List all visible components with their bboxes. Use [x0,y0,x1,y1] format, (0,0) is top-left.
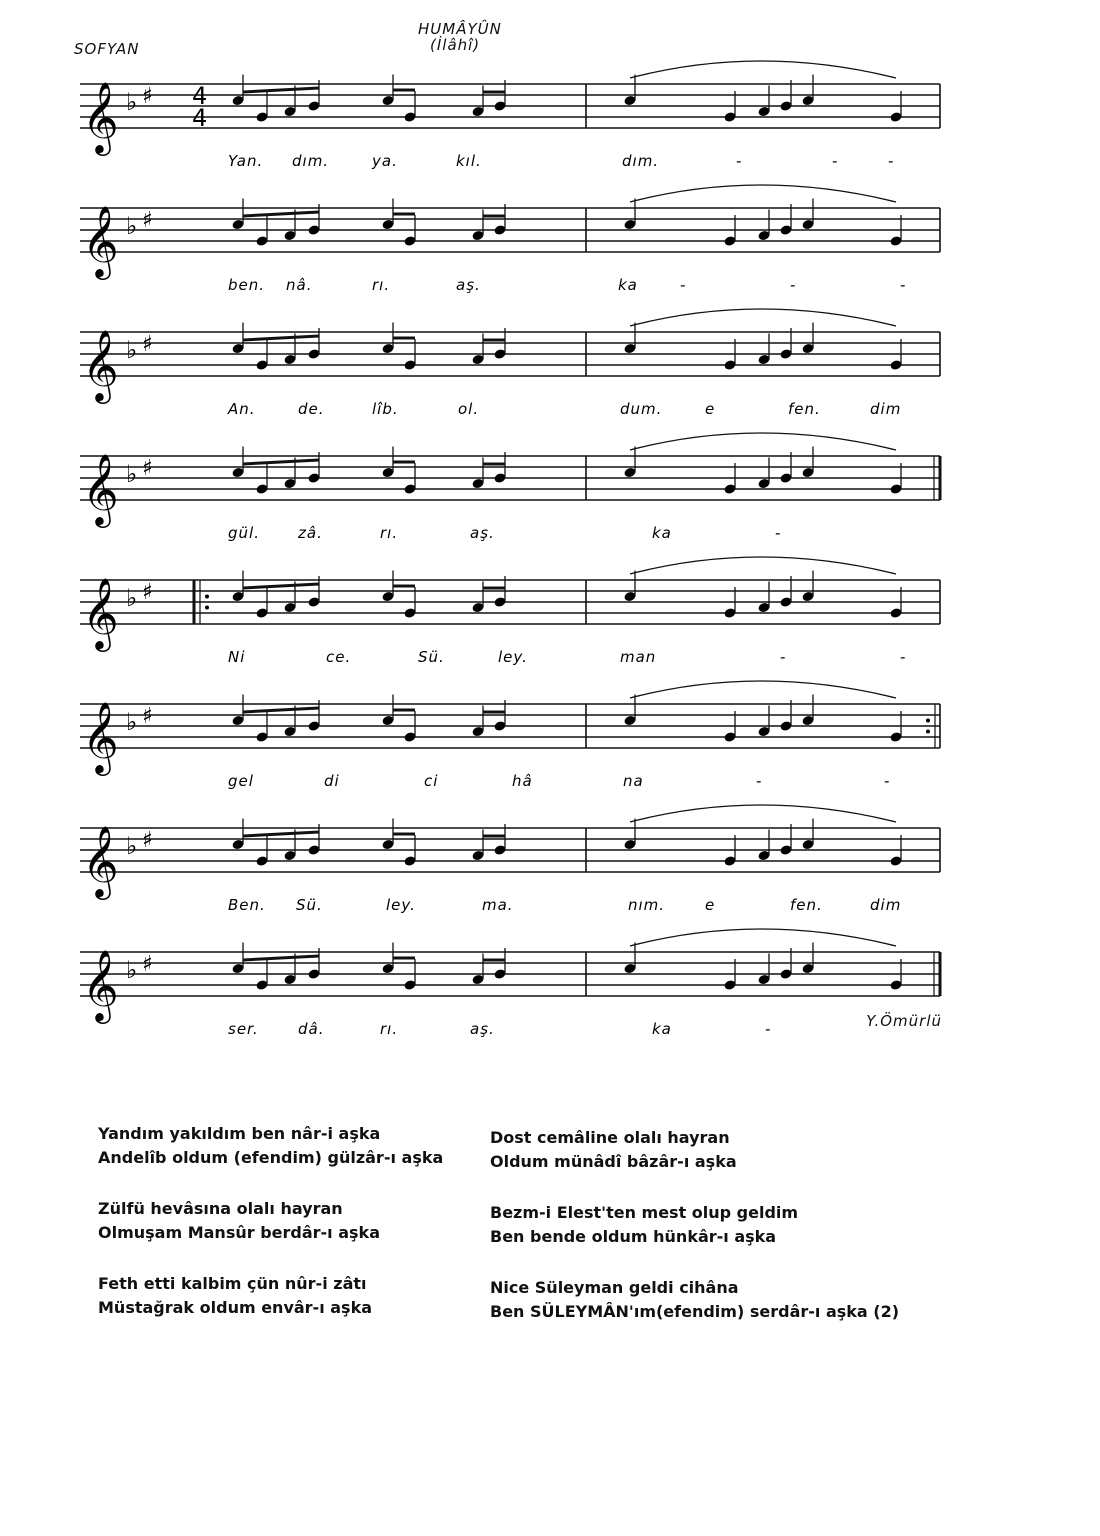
lyric-syllable: e [705,896,716,914]
lyric-line: Nice Süleyman geldi cihâna [490,1278,739,1297]
lyric-syllable: aş. [470,524,495,542]
beam [243,460,319,464]
lyric-syllable: rı. [380,1020,399,1038]
repeat-dot [205,606,209,610]
lyric-line: Zülfü hevâsına olalı hayran [98,1199,343,1218]
lyric-line: Dost cemâline olalı hayran [490,1128,730,1147]
composer-name: Y.Ömürlü [866,1012,942,1030]
lyric-syllable: Ben. [228,896,266,914]
flat-icon: ♭ [126,708,138,736]
lyric-syllable: An. [228,400,256,418]
slur [630,61,896,78]
sharp-icon: ♯ [142,84,153,109]
lyric-line: Ben bende oldum hünkâr-ı aşka [490,1227,777,1246]
beam [243,88,319,92]
time-signature-bottom: 4 [192,104,208,132]
lyrics-right-3 [490,1276,899,1324]
flat-icon: ♭ [126,956,138,984]
treble-clef-icon: 𝄞 [82,204,119,277]
lyric-syllable: Sü. [296,896,323,914]
lyric-syllable: dâ. [298,1020,325,1038]
repeat-dot [926,719,930,723]
treble-clef-icon: 𝄞 [82,576,119,649]
lyrics-right-1 [490,1126,737,1174]
lyric-syllable: ma. [482,896,514,914]
sharp-icon: ♯ [142,332,153,357]
form-label: (İlâhî) [430,36,481,54]
treble-clef-icon: 𝄞 [82,328,119,401]
lyric-syllable: rı. [372,276,391,294]
lyric-syllable: gel [228,772,254,790]
lyric-line: Ben SÜLEYMÂN'ım(efendim) serdâr-ı aşka (2) [490,1302,900,1321]
lyrics-left-2 [98,1197,380,1245]
sharp-icon: ♯ [142,704,153,729]
lyrics-left-1 [98,1122,443,1170]
treble-clef-icon: 𝄞 [82,700,119,773]
lyric-syllable: fen. [790,896,823,914]
flat-icon: ♭ [126,88,138,116]
lyric-syllable: - [900,276,907,294]
lyric-syllable: Sü. [418,648,445,666]
lyric-syllable: - [765,1020,772,1038]
lyric-syllable: nım. [628,896,666,914]
lyric-syllable: ser. [228,1020,259,1038]
lyric-syllable: - [900,648,907,666]
beam [243,212,319,216]
lyric-syllable: rı. [380,524,399,542]
lyric-syllable: - [680,276,687,294]
sharp-icon: ♯ [142,580,153,605]
lyrics-right-2 [490,1201,798,1249]
lyric-syllable: ce. [326,648,352,666]
lyric-syllable: - [736,152,743,170]
beam [243,956,319,960]
lyric-syllable: man [620,648,657,666]
sharp-icon: ♯ [142,208,153,233]
time-signature-top: 4 [192,82,208,110]
beam [243,708,319,712]
treble-clef-icon: 𝄞 [82,452,119,525]
flat-icon: ♭ [126,832,138,860]
lyric-syllable: ci [424,772,439,790]
lyric-syllable: lîb. [372,400,399,418]
lyric-syllable: aş. [456,276,481,294]
lyric-syllable: ben. [228,276,266,294]
lyric-syllable: e [705,400,716,418]
lyric-line: Feth etti kalbim çün nûr-i zâtı [98,1274,367,1293]
makam-title: HUMÂYÛN [418,20,502,38]
lyric-line: Oldum münâdî bâzâr-ı aşka [490,1152,737,1171]
lyric-syllable: - [790,276,797,294]
lyric-syllable: fen. [788,400,821,418]
lyric-syllable: Yan. [228,152,264,170]
sharp-icon: ♯ [142,952,153,977]
beam [243,584,319,588]
lyric-syllable: dim [870,400,902,418]
flat-icon: ♭ [126,460,138,488]
treble-clef-icon: 𝄞 [82,80,119,153]
flat-icon: ♭ [126,212,138,240]
slur [630,433,896,450]
sharp-icon: ♯ [142,456,153,481]
lyric-syllable: gül. [228,524,260,542]
lyric-syllable: ley. [498,648,528,666]
beam [243,832,319,836]
lyric-syllable: nâ. [286,276,313,294]
lyric-syllable: Ni [228,648,246,666]
lyric-line: Andelîb oldum (efendim) gülzâr-ı aşka [98,1148,444,1167]
lyric-syllable: na [623,772,644,790]
lyrics-left-3 [98,1272,372,1320]
lyric-line: Bezm-i Elest'ten mest olup geldim [490,1203,799,1222]
lyric-syllable: - [780,648,787,666]
lyric-line: Olmuşam Mansûr berdâr-ı aşka [98,1223,380,1242]
slur [630,929,896,946]
lyric-syllable: ka [652,524,672,542]
lyric-syllable: aş. [470,1020,495,1038]
beam [243,336,319,340]
lyric-syllable: ley. [386,896,416,914]
lyric-syllable: ol. [458,400,480,418]
sharp-icon: ♯ [142,828,153,853]
lyric-line: Yandım yakıldım ben nâr-i aşka [98,1124,381,1143]
lyric-syllable: ya. [372,152,398,170]
lyric-syllable: dim [870,896,902,914]
lyric-syllable: zâ. [298,524,323,542]
slur [630,309,896,326]
usul-label: SOFYAN [74,40,140,58]
slur [630,805,896,822]
lyric-syllable: - [775,524,782,542]
lyric-syllable: ka [618,276,638,294]
treble-clef-icon: 𝄞 [82,948,119,1021]
slur [630,185,896,202]
repeat-dot [926,730,930,734]
slur [630,681,896,698]
lyric-syllable: de. [298,400,325,418]
slur [630,557,896,574]
flat-icon: ♭ [126,584,138,612]
lyric-syllable: - [884,772,891,790]
lyric-syllable: kıl. [456,152,482,170]
lyric-syllable: - [832,152,839,170]
treble-clef-icon: 𝄞 [82,824,119,897]
lyric-syllable: - [888,152,895,170]
lyric-syllable: di [324,772,340,790]
lyric-line: Müstağrak oldum envâr-ı aşka [98,1298,373,1317]
flat-icon: ♭ [126,336,138,364]
lyric-syllable: ka [652,1020,672,1038]
lyric-syllable: dım. [622,152,660,170]
lyric-syllable: - [756,772,763,790]
lyric-syllable: dum. [620,400,663,418]
repeat-dot [205,595,209,599]
lyric-syllable: dım. [292,152,330,170]
lyric-syllable: hâ [512,772,533,790]
